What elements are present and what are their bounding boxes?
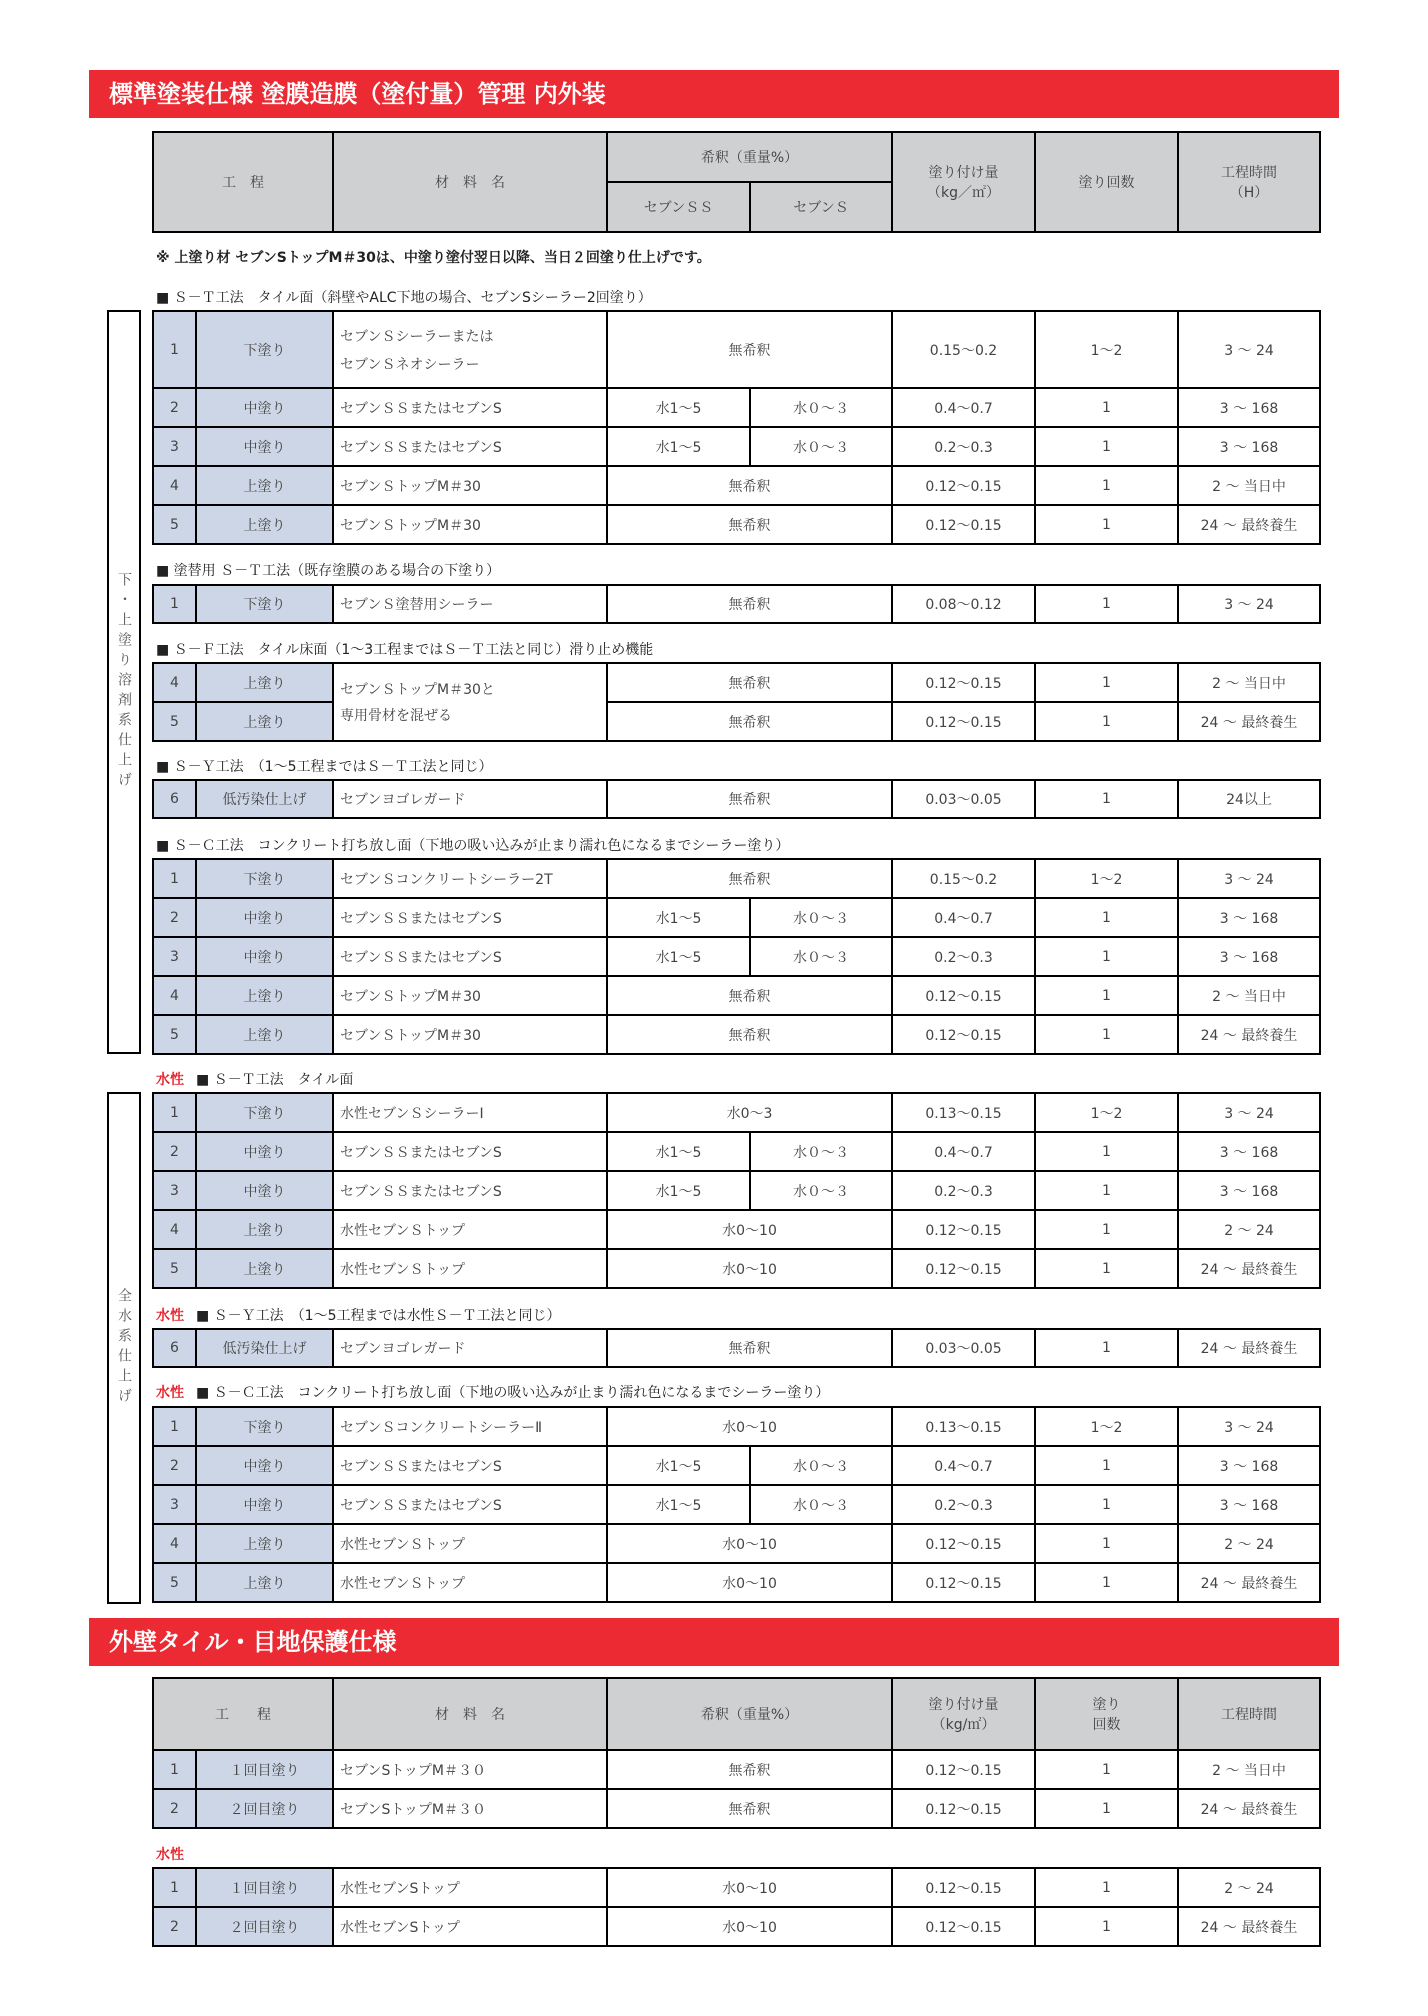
table-row: 4 上塗り 水性セブンＳトップ 水0〜10 0.12〜0.15 1 2 〜 24 xyxy=(153,1210,1320,1249)
table-row: 4 上塗り セブンＳトップM＃30 無希釈 0.12〜0.15 1 2 〜 当日中 xyxy=(153,466,1320,505)
table-row: 3 中塗り セブンＳＳまたはセブンS 水1〜5 水０〜３ 0.2〜0.3 1 3 〜 168 xyxy=(153,427,1320,466)
water-tag: 水性 xyxy=(156,1072,184,1088)
header-coats: 塗り 回数 xyxy=(1035,1678,1178,1750)
st-repaint-label: ■ 塗替用 Ｓ－Ｔ工法（既存塗膜のある場合の下塗り） xyxy=(156,563,501,579)
table-row: 1 １回目塗り 水性セブンSトップ 水0〜10 0.12〜0.15 1 2 〜 24 xyxy=(153,1868,1320,1907)
water-tile-joint-table xyxy=(152,1867,1321,1947)
table-row: 2 中塗り セブンＳＳまたはセブンS 水1〜5 水０〜３ 0.4〜0.7 1 3 〜 168 xyxy=(153,898,1320,937)
table-row: 5 上塗り 水性セブンＳトップ 水0〜10 0.12〜0.15 1 24 〜 最終養生 xyxy=(153,1249,1320,1288)
table-row: 4 上塗り セブンＳトップM＃30 無希釈 0.12〜0.15 1 2 〜 当日中 xyxy=(153,976,1320,1015)
table-row: 1 １回目塗り セブンSトップM＃３０ 無希釈 0.12〜0.15 1 2 〜 当日中 xyxy=(153,1750,1320,1789)
sc-method-label: ■ Ｓ－Ｃ工法 コンクリート打ち放し面（下地の吸い込みが止まり濡れ色になるまでシーラー塗り） xyxy=(156,838,790,854)
table-row: 3 中塗り セブンＳＳまたはセブンS 水1〜5 水０〜３ 0.2〜0.3 1 3 〜 168 xyxy=(153,1171,1320,1210)
table-row: 5 上塗り セブンＳトップM＃30 無希釈 0.12〜0.15 1 24 〜 最終養生 xyxy=(153,1015,1320,1054)
sc-method-table xyxy=(152,858,1321,1055)
st-repaint-table xyxy=(152,584,1321,624)
table-header-row xyxy=(153,1678,1320,1750)
water-st-method-table xyxy=(152,1092,1321,1289)
table-row: 1 下塗り セブンＳ塗替用シーラー 無希釈 0.08〜0.12 1 3 〜 24 xyxy=(153,585,1320,623)
header-material: 材 料 名 xyxy=(333,1678,607,1750)
st-method-label: ■ Ｓ－Ｔ工法 タイル面（斜壁やALC下地の場合、セブンSシーラー2回塗り） xyxy=(156,290,652,306)
header-process: 工 程 xyxy=(153,1678,333,1750)
table-row: 3 中塗り セブンＳＳまたはセブンS 水1〜5 水０〜３ 0.2〜0.3 1 3 〜 168 xyxy=(153,1485,1320,1524)
header-dilution-s: セブンＳ xyxy=(750,182,892,232)
table-row: 1 下塗り 水性セブンＳシーラーⅠ 水0〜3 0.13〜0.15 1〜2 3 〜 24 xyxy=(153,1093,1320,1132)
table-row: 1 下塗り セブンＳコンクリートシーラーⅡ 水0〜10 0.13〜0.15 1〜2 3 〜 24 xyxy=(153,1407,1320,1446)
header-time: 工程時間 xyxy=(1178,1678,1320,1750)
header-coats: 塗り回数 xyxy=(1035,132,1178,232)
sf-method-table xyxy=(152,662,1321,742)
table-row: 2 ２回目塗り セブンSトップM＃３０ 無希釈 0.12〜0.15 1 24 〜 最終養生 xyxy=(153,1789,1320,1828)
water-tag: 水性 xyxy=(156,1308,184,1324)
water-tile-label xyxy=(156,1844,196,1864)
table-row: 3 中塗り セブンＳＳまたはセブンS 水1〜5 水０〜３ 0.2〜0.3 1 3 〜 168 xyxy=(153,937,1320,976)
table-row: 1 下塗り セブンＳシーラーまたは セブンＳネオシーラー 無希釈 0.15〜0.2 1〜2 3 〜 24 xyxy=(153,311,1320,388)
water-tag: 水性 xyxy=(156,1385,184,1401)
side-label-solvent: 下・上塗り溶剤系仕上げ xyxy=(107,310,141,1054)
side-label-water: 全水系仕上げ xyxy=(107,1092,141,1604)
table-row: 5 上塗り セブンＳトップM＃30 無希釈 0.12〜0.15 1 24 〜 最終養生 xyxy=(153,505,1320,544)
table-row: 6 低汚染仕上げ セブンヨゴレガード 無希釈 0.03〜0.05 1 24以上 xyxy=(153,780,1320,818)
table-row: 6 低汚染仕上げ セブンヨゴレガード 無希釈 0.03〜0.05 1 24 〜 最終養生 xyxy=(153,1329,1320,1367)
table-row: 4 上塗り 水性セブンＳトップ 水0〜10 0.12〜0.15 1 2 〜 24 xyxy=(153,1524,1320,1563)
section-title-tile-joint-spec: 外壁タイル・目地保護仕様 xyxy=(89,1618,1339,1666)
table-row: 4 上塗り セブンＳトップM＃30と 専用骨材を混ぜる 無希釈 0.12〜0.15 1 2 〜 当日中 xyxy=(153,663,1320,702)
header-dilution: 希釈（重量%） xyxy=(607,132,892,182)
header-material: 材 料 名 xyxy=(333,132,607,232)
water-sy-method-table xyxy=(152,1328,1321,1368)
table-row: 5 上塗り 水性セブンＳトップ 水0〜10 0.12〜0.15 1 24 〜 最終養生 xyxy=(153,1563,1320,1602)
header-process: 工 程 xyxy=(153,132,333,232)
table-row: 1 下塗り セブンＳコンクリートシーラー2T 無希釈 0.15〜0.2 1〜2 3 〜 24 xyxy=(153,859,1320,898)
water-st-method-label: 水性 ■ Ｓ－Ｔ工法 タイル面 xyxy=(156,1072,354,1088)
table-row: 2 中塗り セブンＳＳまたはセブンS 水1〜5 水０〜３ 0.4〜0.7 1 3 〜 168 xyxy=(153,1446,1320,1485)
water-sc-method-label: 水性 ■ Ｓ－Ｃ工法 コンクリート打ち放し面（下地の吸い込みが止まり濡れ色になるまでシーラー塗り） xyxy=(156,1385,830,1401)
table-row: 5 上塗り 無希釈 0.12〜0.15 1 24 〜 最終養生 xyxy=(153,702,1320,741)
water-tag: 水性 xyxy=(156,1847,184,1863)
header-amount: 塗り付け量 （kg/㎡） xyxy=(892,1678,1035,1750)
header-time: 工程時間 （H） xyxy=(1178,132,1320,232)
table-row: 2 ２回目塗り 水性セブンSトップ 水0〜10 0.12〜0.15 1 24 〜 最終養生 xyxy=(153,1907,1320,1946)
sy-method-label: ■ Ｓ－Ｙ工法 （1〜5工程まではＳ－Ｔ工法と同じ） xyxy=(156,759,493,775)
sf-method-label: ■ Ｓ－Ｆ工法 タイル床面（1〜3工程まではＳ－Ｔ工法と同じ）滑り止め機能 xyxy=(156,642,654,658)
st-method-table xyxy=(152,310,1321,545)
header-amount: 塗り付け量 （kg／㎡） xyxy=(892,132,1035,232)
section-title-standard-spec: 標準塗装仕様 塗膜造膜（塗付量）管理 内外装 xyxy=(89,70,1339,118)
sy-method-table xyxy=(152,779,1321,819)
table-row: 2 中塗り セブンＳＳまたはセブンS 水1〜5 水０〜３ 0.4〜0.7 1 3 〜 168 xyxy=(153,388,1320,427)
header-dilution: 希釈（重量%） xyxy=(607,1678,892,1750)
spec-table-header xyxy=(152,131,1321,233)
table-row: 2 中塗り セブンＳＳまたはセブンS 水1〜5 水０〜３ 0.4〜0.7 1 3 〜 168 xyxy=(153,1132,1320,1171)
topcoat-note: ※ 上塗り材 セブンSトップM＃30は、中塗り塗付翌日以降、当日２回塗り仕上げです。 xyxy=(156,250,711,266)
water-sc-method-table xyxy=(152,1406,1321,1603)
header-dilution-ss: セブンＳＳ xyxy=(607,182,750,232)
tile-joint-table xyxy=(152,1677,1321,1829)
water-sy-method-label: 水性 ■ Ｓ－Ｙ工法 （1〜5工程までは水性Ｓ－Ｔ工法と同じ） xyxy=(156,1308,561,1324)
